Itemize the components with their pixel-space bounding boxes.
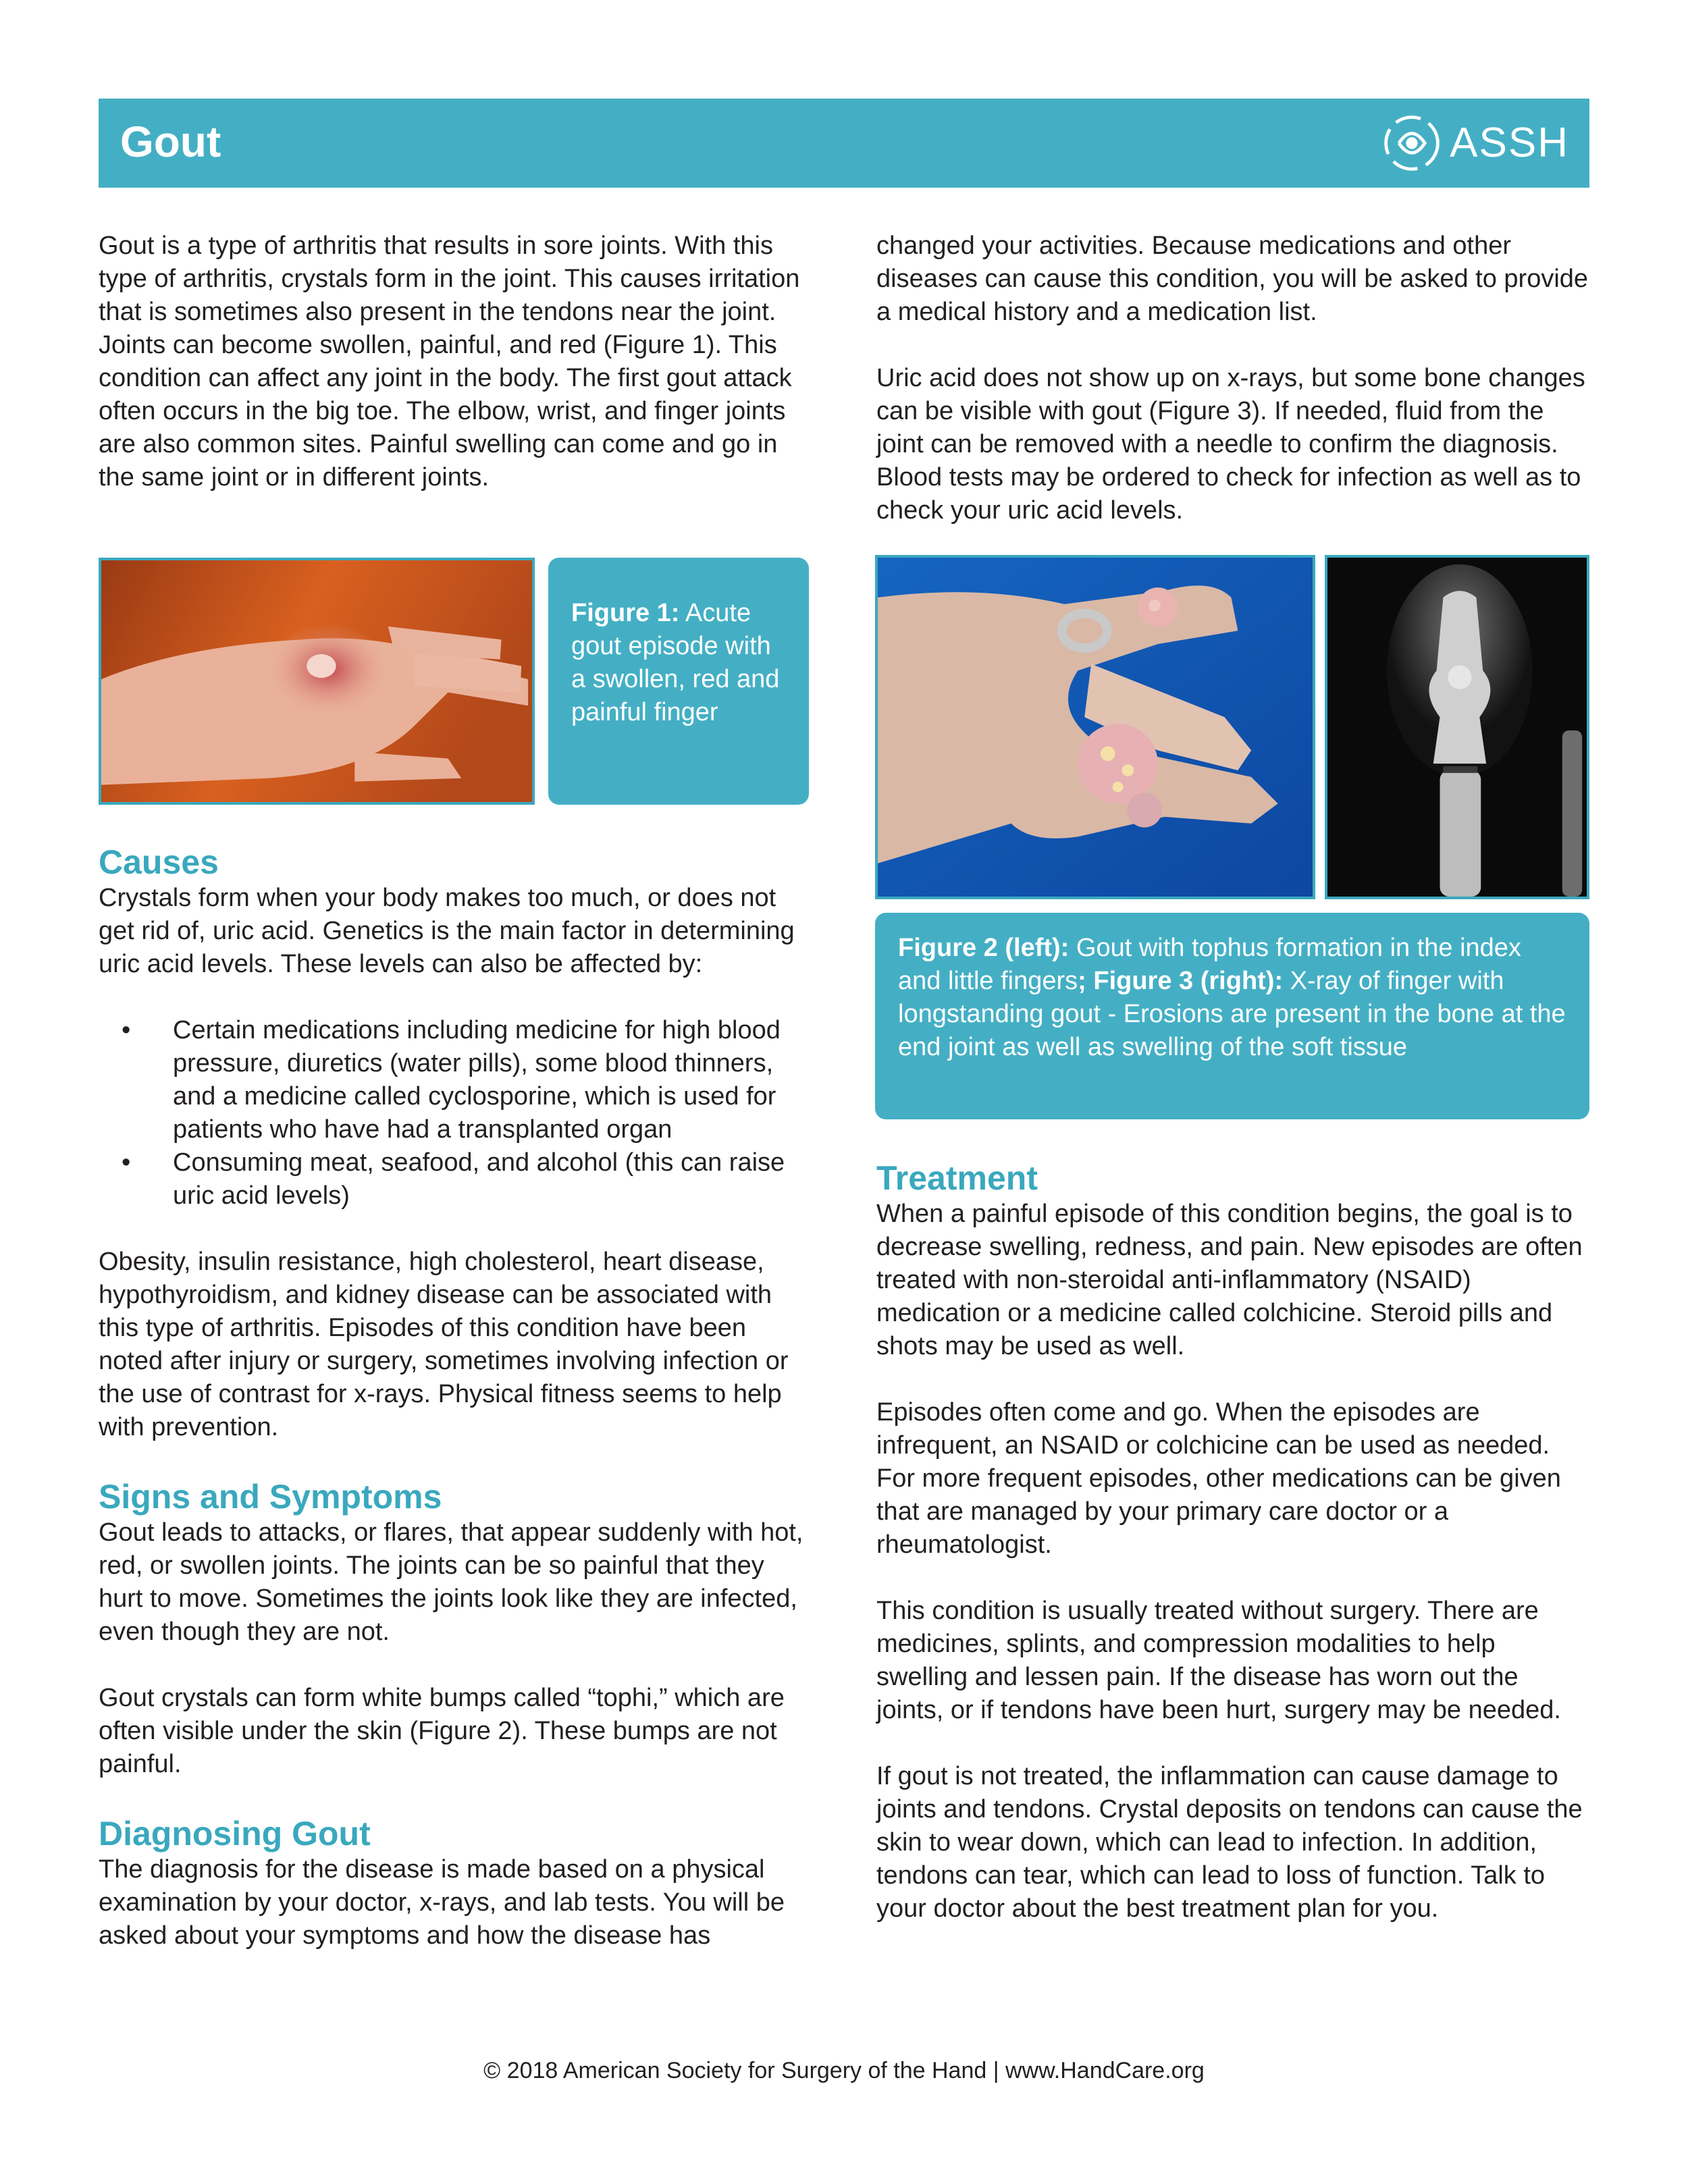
treatment-heading: Treatment: [876, 1159, 1038, 1197]
figure3-xray: [1325, 555, 1589, 899]
diagnosing-continued: changed your activities. Because medications and other diseases can cause this condition, you will be asked to provide a medical history and a medication list.: [876, 232, 1589, 326]
signs-heading: Signs and Symptoms: [99, 1478, 442, 1516]
left-body: [99, 843, 814, 1952]
figure1-caption: [548, 558, 809, 805]
figure3-label: ; Figure 3 (right):: [1078, 967, 1284, 995]
list-item: • Consuming meat, seafood, and alcohol (this can raise uric acid levels): [99, 1146, 814, 1213]
intro-paragraph: Gout is a type of arthritis that results in sore joints. With this type of arthritis, crystals form in the joint. This causes irritation that is sometimes also present in the tendons near the joint. Joints can become swollen, painful, and red (Figure 1). This condition can affect any joint in the body. The first gout attack often occurs in the big toe. The elbow, wrist, and finger joints are also common sites. Painful swelling can come and go in the same joint or in different joints.: [99, 232, 800, 491]
page-title: Gout: [120, 117, 221, 166]
figure2-label: Figure 2 (left):: [898, 934, 1070, 962]
signs-paragraph-2: Gout crystals can form white bumps called “tophi,” which are often visible under the skin (Figure 2). These bumps are not painful.: [99, 1684, 785, 1778]
logo-text: ASSH: [1450, 119, 1569, 166]
assh-logo: [1378, 111, 1569, 176]
assh-swirl-icon: [1378, 111, 1446, 176]
figure1-photo: [99, 558, 535, 805]
causes-heading: Causes: [99, 843, 219, 881]
figure1-label: Figure 1:: [571, 599, 680, 627]
list-item: • Certain medications including medicine for high blood pressure, diuretics (water pills), some blood thinners, and a medicine called cyclosporine, which is used for patients who have had a transplanted organ: [99, 1014, 814, 1146]
signs-paragraph-1: Gout leads to attacks, or flares, that appear suddenly with hot, red, or swollen joints. The joints can be so painful that they hurt to move. Sometimes the joints look like they are infected, even though they are not.: [99, 1518, 803, 1646]
figure3-text: X-ray of finger with longstanding gout - Erosions are present in the bone at the end joint as well as swelling of the soft tissue: [898, 967, 1566, 1061]
causes-paragraph: Crystals form when your body makes too much, or does not get rid of, uric acid. Genetics is the main factor in determining uric acid levels. These levels can also be affected by:: [99, 884, 795, 978]
treatment-paragraph-3: This condition is usually treated without surgery. There are medicines, splints, and compression modalities to help swelling and lessen pain. If the disease has worn out the joints, or if tendons have been hurt, surgery may be needed.: [876, 1597, 1561, 1724]
diagnosing-paragraph: The diagnosis for the disease is made based on a physical examination by your doctor, x-rays, and lab tests. You will be asked about your symptoms and how the disease has: [99, 1855, 785, 1950]
figure1-text: Acute gout episode with a swollen, red and painful finger: [571, 599, 780, 726]
figure2-text: Gout with tophus formation in the index and little fingers: [898, 934, 1521, 995]
uric-acid-paragraph: Uric acid does not show up on x-rays, but some bone changes can be visible with gout (Figure 3). If needed, fluid from the joint can be removed with a needle to confirm the diagnosis. Blood tests may be ordered to check for infection as well as to check your uric acid levels.: [876, 364, 1585, 525]
figure2-3-caption: [875, 913, 1589, 1119]
intro-section: [99, 230, 808, 494]
treatment-paragraph-4: If gout is not treated, the inflammation can cause damage to joints and tendons. Crystal deposits on tendons can cause the skin to wear down, which can lead to infection. In addition, tendons can tear, which can lead to loss of function. Talk to your doctor about the best treatment plan for you.: [876, 1762, 1583, 1923]
figure2-photo: [875, 555, 1315, 899]
treatment-paragraph-2: Episodes often come and go. When the episodes are infrequent, an NSAID or colchicine can be used as needed. For more frequent episodes, other medications can be given that are managed by your primary care doctor or a rheumatologist.: [876, 1398, 1561, 1559]
treatment-paragraph-1: When a painful episode of this condition begins, the goal is to decrease swelling, redness, and pain. New episodes are often treated with non-steroidal anti-inflammatory (NSAID) medication or a medicine called colchicine. Steroid pills and shots may be used as well.: [876, 1200, 1583, 1360]
treatment-section: [876, 1158, 1592, 1925]
diagnosing-heading: Diagnosing Gout: [99, 1815, 371, 1853]
causes-list: [99, 1014, 814, 1213]
causes-paragraph-2: Obesity, insulin resistance, high cholesterol, heart disease, hypothyroidism, and kidney disease can be associated with this type of arthritis. Episodes of this condition have been noted after injury or surgery, sometimes involving infection or the use of contrast for x-rays. Physical fitness seems to help with prevention.: [99, 1248, 789, 1441]
header-banner: [99, 99, 1589, 188]
footer-copyright: © 2018 American Society for Surgery of the Hand | www.HandCare.org: [483, 2058, 1205, 2083]
right-top: [876, 230, 1592, 527]
